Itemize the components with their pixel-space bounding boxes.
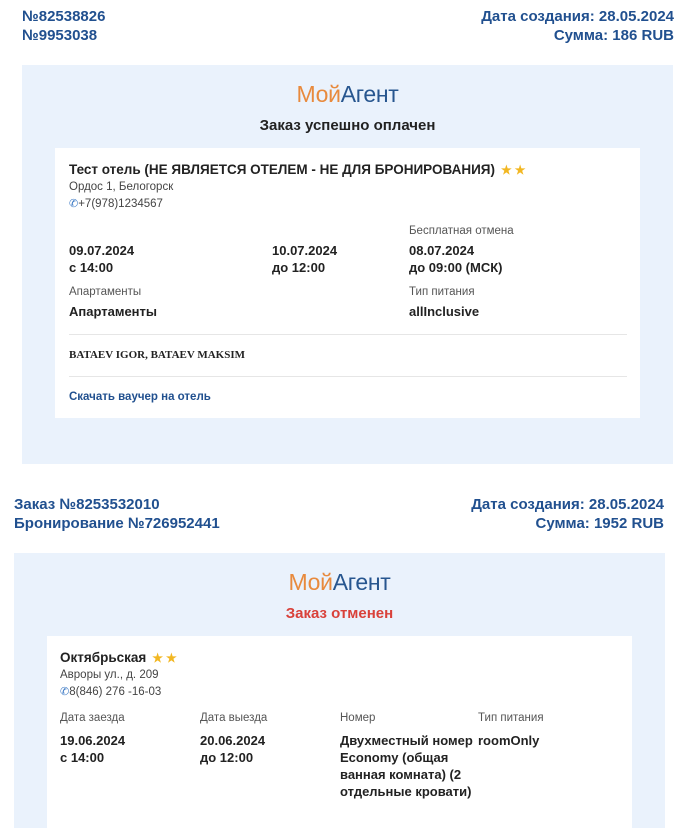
order2-meal-label: Тип питания [478, 712, 544, 724]
order2-panel [14, 553, 665, 828]
order2-checkout-time: до 12:00 [200, 750, 254, 765]
order1-checkout-time: до 12:00 [272, 260, 326, 275]
order1-hotel-phone-number: +7(978)1234567 [78, 198, 163, 210]
order1-status: Заказ успешно оплачен [259, 117, 436, 134]
order1-divider-2 [69, 376, 627, 377]
order1-number: №82538826 [22, 8, 106, 25]
order2-hotel-phone [60, 685, 161, 698]
order2-created-date: Дата создания: 28.05.2024 [471, 496, 664, 513]
order2-room-line-4: отдельные кровати) [340, 784, 472, 799]
order1-hotel-address: Ордос 1, Белогорск [69, 181, 174, 193]
order1-checkin-time: с 14:00 [69, 260, 114, 275]
order2-hotel-name-text: Октябрьская [60, 650, 147, 665]
order1-meal-value: allInclusive [409, 304, 480, 319]
order2-hotel-card [47, 636, 632, 828]
order2-booking-number: Бронирование №726952441 [14, 515, 220, 532]
order2-hotel-name [60, 650, 180, 665]
order2-number: Заказ №8253532010 [14, 496, 160, 513]
star-icon: ★★ [152, 651, 180, 665]
order1-room-value: Апартаменты [69, 304, 158, 319]
order1-checkin-date: 09.07.2024 [69, 243, 135, 258]
order1-checkout-date: 10.07.2024 [272, 243, 338, 258]
order1-hotel-phone [69, 197, 163, 210]
order1-created-date: Дата создания: 28.05.2024 [481, 8, 674, 25]
logo-part-moi: Мой [296, 81, 341, 107]
logo-part-agent: Агент [332, 569, 391, 595]
moi-agent-logo [22, 81, 673, 108]
logo-part-moi: Мой [288, 569, 333, 595]
order2-sum: Сумма: 1952 RUB [535, 515, 664, 532]
order1-cancel-date: 08.07.2024 [409, 243, 475, 258]
order2-hotel-address: Авроры ул., д. 209 [60, 669, 159, 681]
order1-hotel-name-text: Тест отель (НЕ ЯВЛЯЕТСЯ ОТЕЛЕМ - НЕ ДЛЯ БРОНИРОВАНИЯ) [69, 162, 495, 177]
order2-checkin-date: 19.06.2024 [60, 733, 126, 748]
order1-panel [22, 65, 673, 464]
phone-icon: ✆ [69, 198, 79, 210]
order1-room-label: Апартаменты [69, 286, 142, 298]
order2-room-line-3: ванная комната) (2 [340, 767, 462, 782]
order1-divider-1 [69, 334, 627, 335]
order2-room-line-1: Двухместный номер [340, 733, 473, 748]
phone-icon: ✆ [60, 686, 70, 698]
order2-checkin-time: с 14:00 [60, 750, 105, 765]
order1-booking-number: №9953038 [22, 27, 98, 44]
order2-room-label: Номер [340, 712, 376, 724]
order2-checkout-label: Дата выезда [200, 712, 268, 724]
order2-checkin-label: Дата заезда [60, 712, 125, 724]
order1-hotel-card [55, 148, 640, 418]
order2-status: Заказ отменен [285, 605, 394, 622]
order2-checkout-date: 20.06.2024 [200, 733, 266, 748]
order2-room-line-2: Economy (общая [340, 750, 449, 765]
order1-hotel-name [69, 162, 529, 177]
order1-sum: Сумма: 186 RUB [553, 27, 674, 44]
download-voucher-link[interactable]: Скачать ваучер на отель [69, 391, 211, 403]
order1-cancel-label: Бесплатная отмена [409, 225, 514, 237]
order2-hotel-phone-number: 8(846) 276 -16-03 [69, 686, 162, 698]
order2-meal-value: roomOnly [478, 733, 540, 748]
star-icon: ★★ [500, 163, 529, 177]
moi-agent-logo [14, 569, 665, 596]
order1-guests: BATAEV IGOR, BATAEV MAKSIM [69, 349, 246, 361]
logo-part-agent: Агент [340, 81, 399, 107]
order1-cancel-time: до 09:00 (МСК) [409, 260, 503, 275]
order1-meal-label: Тип питания [409, 286, 475, 298]
